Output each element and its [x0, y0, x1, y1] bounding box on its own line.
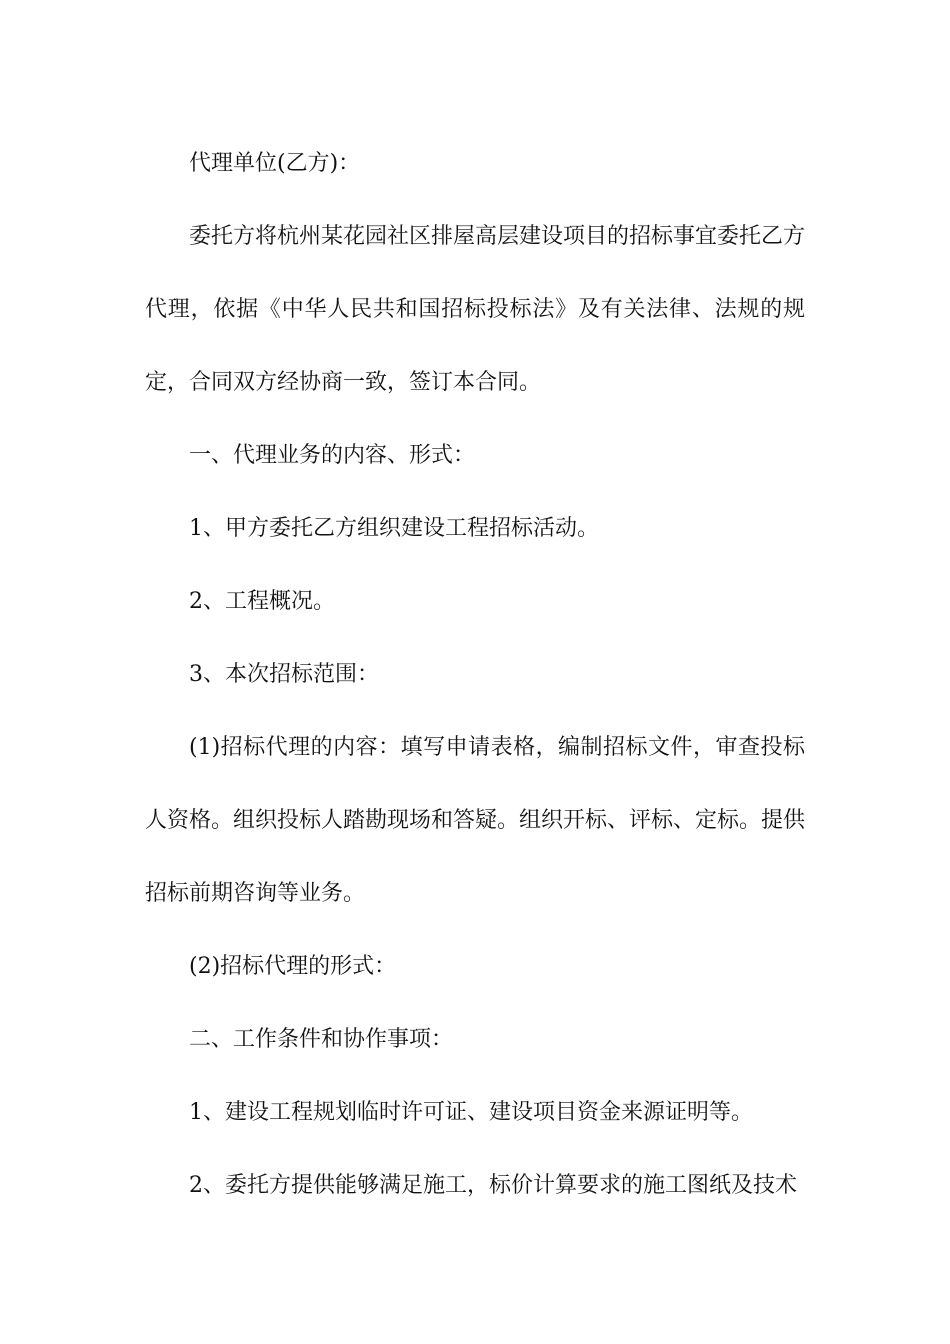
- paragraph-subitem-1: (1)招标代理的内容：填写申请表格，编制招标文件，审查投标人资格。组织投标人踏勘现场和答疑。组织开标、评标、定标。提供招标前期咨询等业务。: [145, 735, 806, 906]
- paragraph-item-3: 3、本次招标范围：: [189, 662, 379, 687]
- paragraph-preamble: 委托方将杭州某花园社区排屋高层建设项目的招标事宜委托乙方代理，依据《中华人民共和国招标投标法》及有关法律、法规的规定，合同双方经协商一致，签订本合同。: [145, 224, 806, 395]
- paragraph-item-1: 1、甲方委托乙方组织建设工程招标活动。: [189, 516, 599, 541]
- paragraph-subitem-2: (2)招标代理的形式：: [189, 954, 397, 979]
- heading-section-2: 二、工作条件和协作事项：: [189, 1027, 454, 1052]
- document-body: [145, 127, 805, 1222]
- paragraph-section2-item-2: 2、委托方提供能够满足施工，标价计算要求的施工图纸及技术: [189, 1173, 797, 1198]
- paragraph-section2-item-1: 1、建设工程规划临时许可证、建设项目资金来源证明等。: [189, 1100, 753, 1125]
- paragraph-agent-unit: 代理单位(乙方)：: [189, 151, 361, 176]
- heading-section-1: 一、代理业务的内容、形式：: [189, 443, 476, 468]
- paragraph-item-2: 2、工程概况。: [189, 589, 335, 614]
